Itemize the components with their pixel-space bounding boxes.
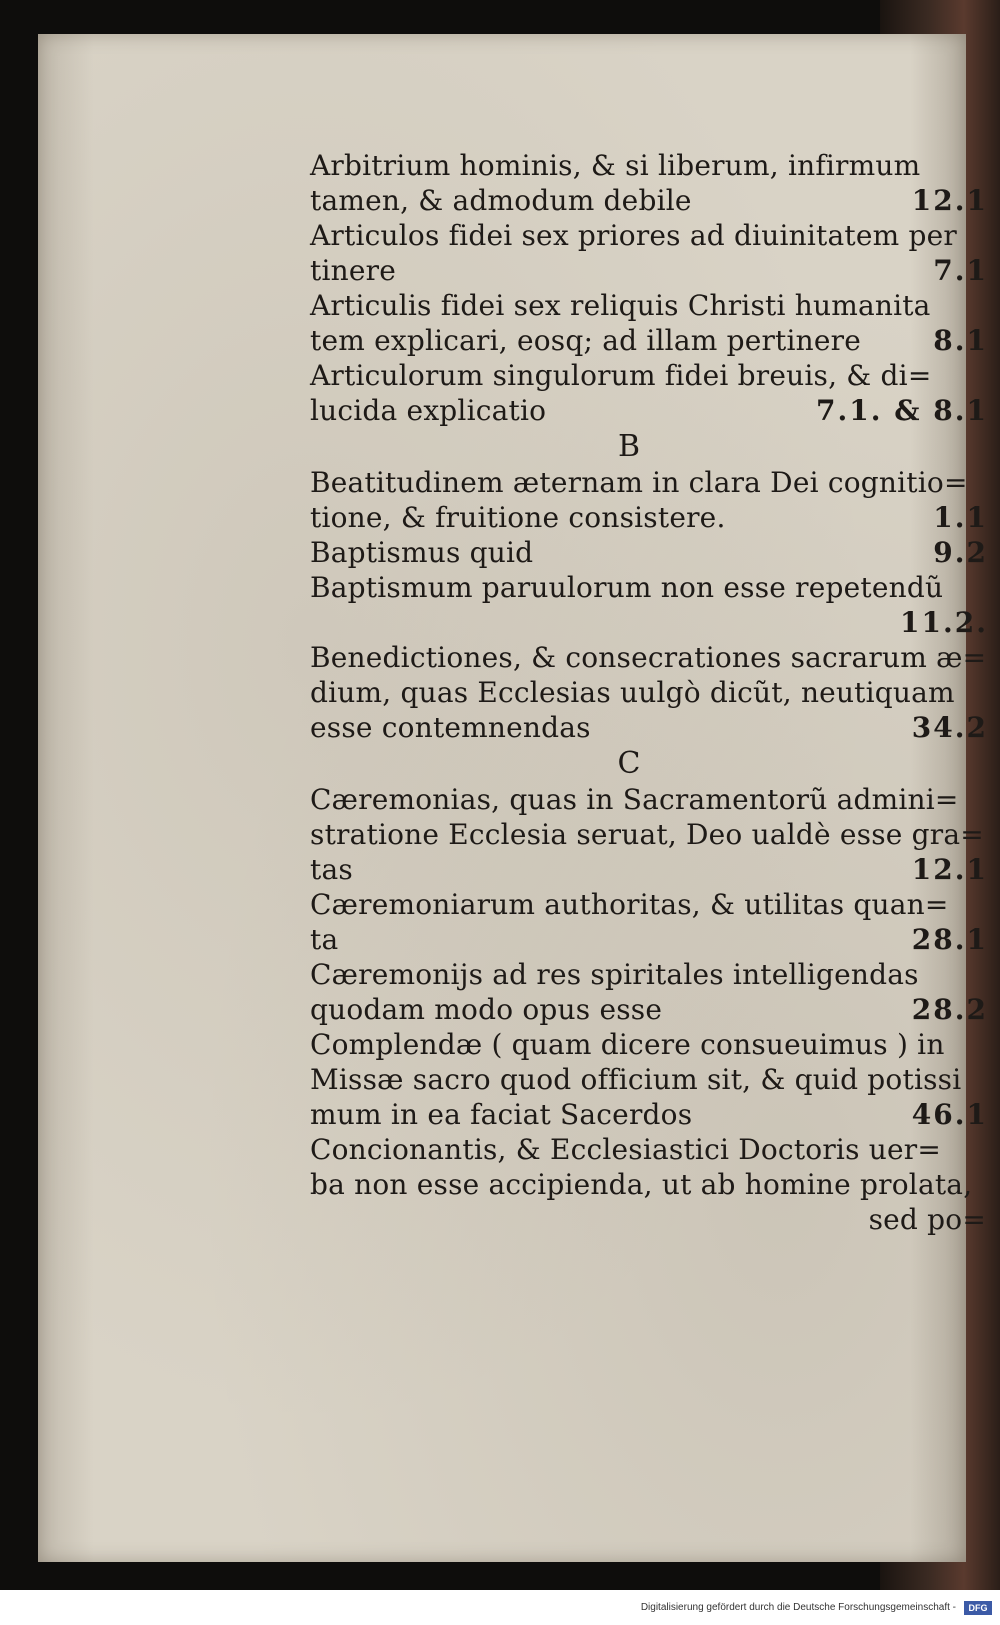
page-reference: 46.1 <box>911 1098 988 1131</box>
entry-line: Benedictiones, & consecrationes sacrarum æ= <box>310 641 987 674</box>
index-entry-caeremonijs <box>310 957 988 1027</box>
page-reference: 7.1. & 8.1 <box>816 394 988 427</box>
index-entry-complendae <box>310 1027 988 1132</box>
index-entry-caeremonias <box>310 782 988 887</box>
page-reference: 11.2. <box>900 606 988 639</box>
section-letter-c: C <box>617 746 641 781</box>
entry-line: tamen, & admodum debile 12.1 <box>310 184 988 217</box>
digitization-footer <box>0 1590 1000 1625</box>
dfg-logo: DFG <box>964 1601 992 1615</box>
page-reference: 28.1 <box>911 923 988 956</box>
entry-line: esse contemnendas 34.2 <box>310 711 988 744</box>
page-reference: 12.1 <box>911 184 988 217</box>
entry-line: Baptismus quid 9.2 <box>310 536 988 569</box>
section-letter-b: B <box>617 429 641 464</box>
entry-line: quodam modo opus esse 28.2 <box>310 993 988 1026</box>
index-entry-arbitrium <box>310 148 988 218</box>
entry-line: Articulorum singulorum fidei breuis, & di= <box>310 359 932 392</box>
entry-line: Articulos fidei sex priores ad diuinitatem per <box>310 219 957 252</box>
index-entry-concionantis <box>310 1132 988 1202</box>
entry-line: tinere 7.1 <box>310 254 988 287</box>
index-text-block <box>310 148 988 1237</box>
entry-line: Complendæ ( quam dicere consueuimus ) in <box>310 1028 945 1061</box>
entry-line: stratione Ecclesia seruat, Deo ualdè esse gra= <box>310 818 984 851</box>
entry-line: mum in ea faciat Sacerdos 46.1 <box>310 1098 988 1131</box>
entry-line: dium, quas Ecclesias uulgò dicũt, neutiquam <box>310 676 955 709</box>
index-entry-articulis <box>310 288 988 358</box>
entry-line: tem explicari, eosq; ad illam pertinere 8.1 <box>310 324 988 357</box>
catchword: sed po= <box>868 1203 986 1236</box>
index-entry-caeremoniarum <box>310 887 988 957</box>
page-reference: 28.2 <box>911 993 988 1026</box>
entry-line: Concionantis, & Ecclesiastici Doctoris uer= <box>310 1133 941 1166</box>
page-reference: 12.1 <box>911 853 988 886</box>
entry-line: tione, & fruitione consistere. 1.1 <box>310 501 988 534</box>
entry-line: Beatitudinem æternam in clara Dei cognitio= <box>310 466 968 499</box>
entry-line: Articulis fidei sex reliquis Christi humanita <box>310 289 931 322</box>
entry-line: Cæremonijs ad res spiritales intelligendas <box>310 958 919 991</box>
entry-line <box>310 605 988 640</box>
page-reference: 7.1 <box>933 254 988 287</box>
page-reference: 8.1 <box>933 324 988 357</box>
entry-line: Missæ sacro quod officium sit, & quid potissi <box>310 1063 962 1096</box>
entry-line: Baptismum paruulorum non esse repetendũ <box>310 571 944 604</box>
entry-line: lucida explicatio 7.1. & 8.1 <box>310 394 988 427</box>
entry-line: Cæremoniarum authoritas, & utilitas quan= <box>310 888 949 921</box>
index-entry-articulorum <box>310 358 988 428</box>
book-page <box>38 34 988 1562</box>
index-entry-baptismum <box>310 570 988 640</box>
index-entry-articulos <box>310 218 988 288</box>
entry-line: ta 28.1 <box>310 923 988 956</box>
page-reference: 34.2 <box>911 711 988 744</box>
page-reference: 1.1 <box>933 501 988 534</box>
entry-line: Cæremonias, quas in Sacramentorũ admini= <box>310 783 959 816</box>
entry-line: ba non esse accipienda, ut ab homine prolata, <box>310 1168 973 1201</box>
index-entry-benedictiones <box>310 640 988 745</box>
funding-credit-text: Digitalisierung gefördert durch die Deutsche Forschungsgemeinschaft - <box>640 1602 956 1613</box>
entry-line: tas 12.1 <box>310 853 988 886</box>
index-entry-baptismus <box>310 535 988 570</box>
entry-line: Arbitrium hominis, & si liberum, infirmum <box>310 149 921 182</box>
page-reference: 9.2 <box>933 536 988 569</box>
index-entry-beatitudinem <box>310 465 988 535</box>
